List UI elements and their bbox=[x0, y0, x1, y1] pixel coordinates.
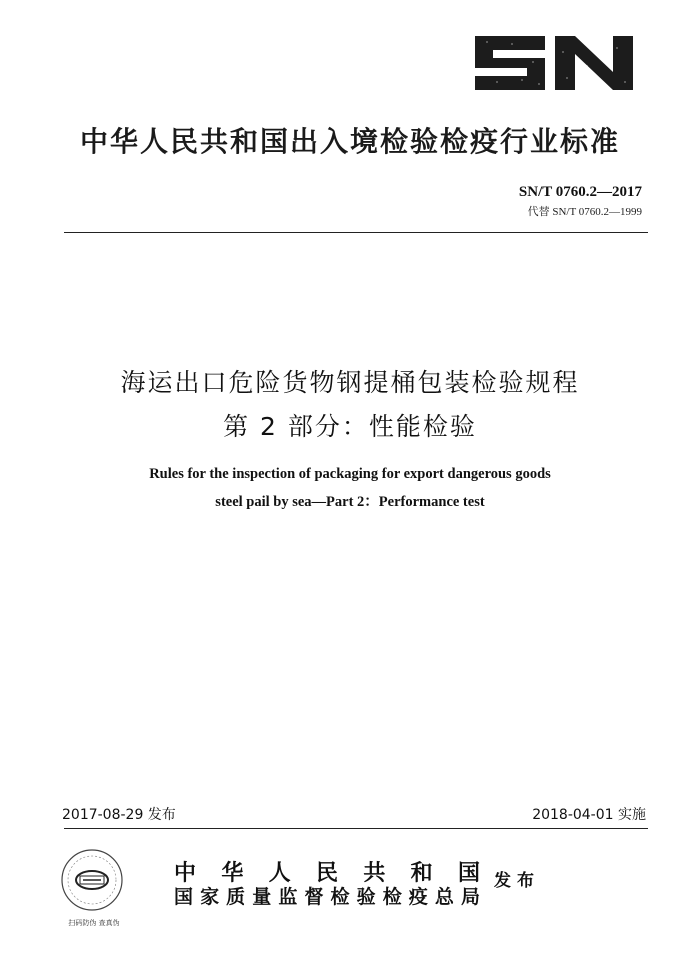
issuer-country: 中华人民共和国 bbox=[174, 860, 480, 886]
header-divider bbox=[64, 232, 648, 233]
footer-divider bbox=[64, 828, 648, 829]
implementation-date: 2018-04-01 实施 bbox=[532, 807, 646, 823]
anti-counterfeit-seal-icon bbox=[58, 846, 126, 916]
issue-label: 发布 bbox=[494, 871, 540, 891]
standard-code: SN/T 0760.2—2017 bbox=[518, 184, 642, 200]
seal-caption: 扫码防伪 查真伪 bbox=[68, 919, 120, 927]
sn-logo bbox=[467, 32, 639, 94]
sn-logo-graphic bbox=[467, 32, 639, 94]
title-english-line1: Rules for the inspection of packaging for export dangerous goods bbox=[149, 466, 551, 482]
title-english-line2: steel pail by sea—Part 2：Performance test bbox=[215, 494, 485, 510]
replaces-standard: 代替 SN/T 0760.2—1999 bbox=[527, 206, 642, 218]
title-chinese-line1: 海运出口危险货物钢提桶包装检验规程 bbox=[120, 368, 580, 397]
issue-date: 2017-08-29 发布 bbox=[62, 807, 176, 823]
issuer-administration: 国家质量监督检验检疫总局 bbox=[174, 886, 480, 908]
title-chinese-line2: 第 2 部分：性能检验 bbox=[223, 412, 477, 441]
issuing-agency-heading: 中华人民共和国出入境检验检疫行业标准 bbox=[79, 125, 620, 158]
